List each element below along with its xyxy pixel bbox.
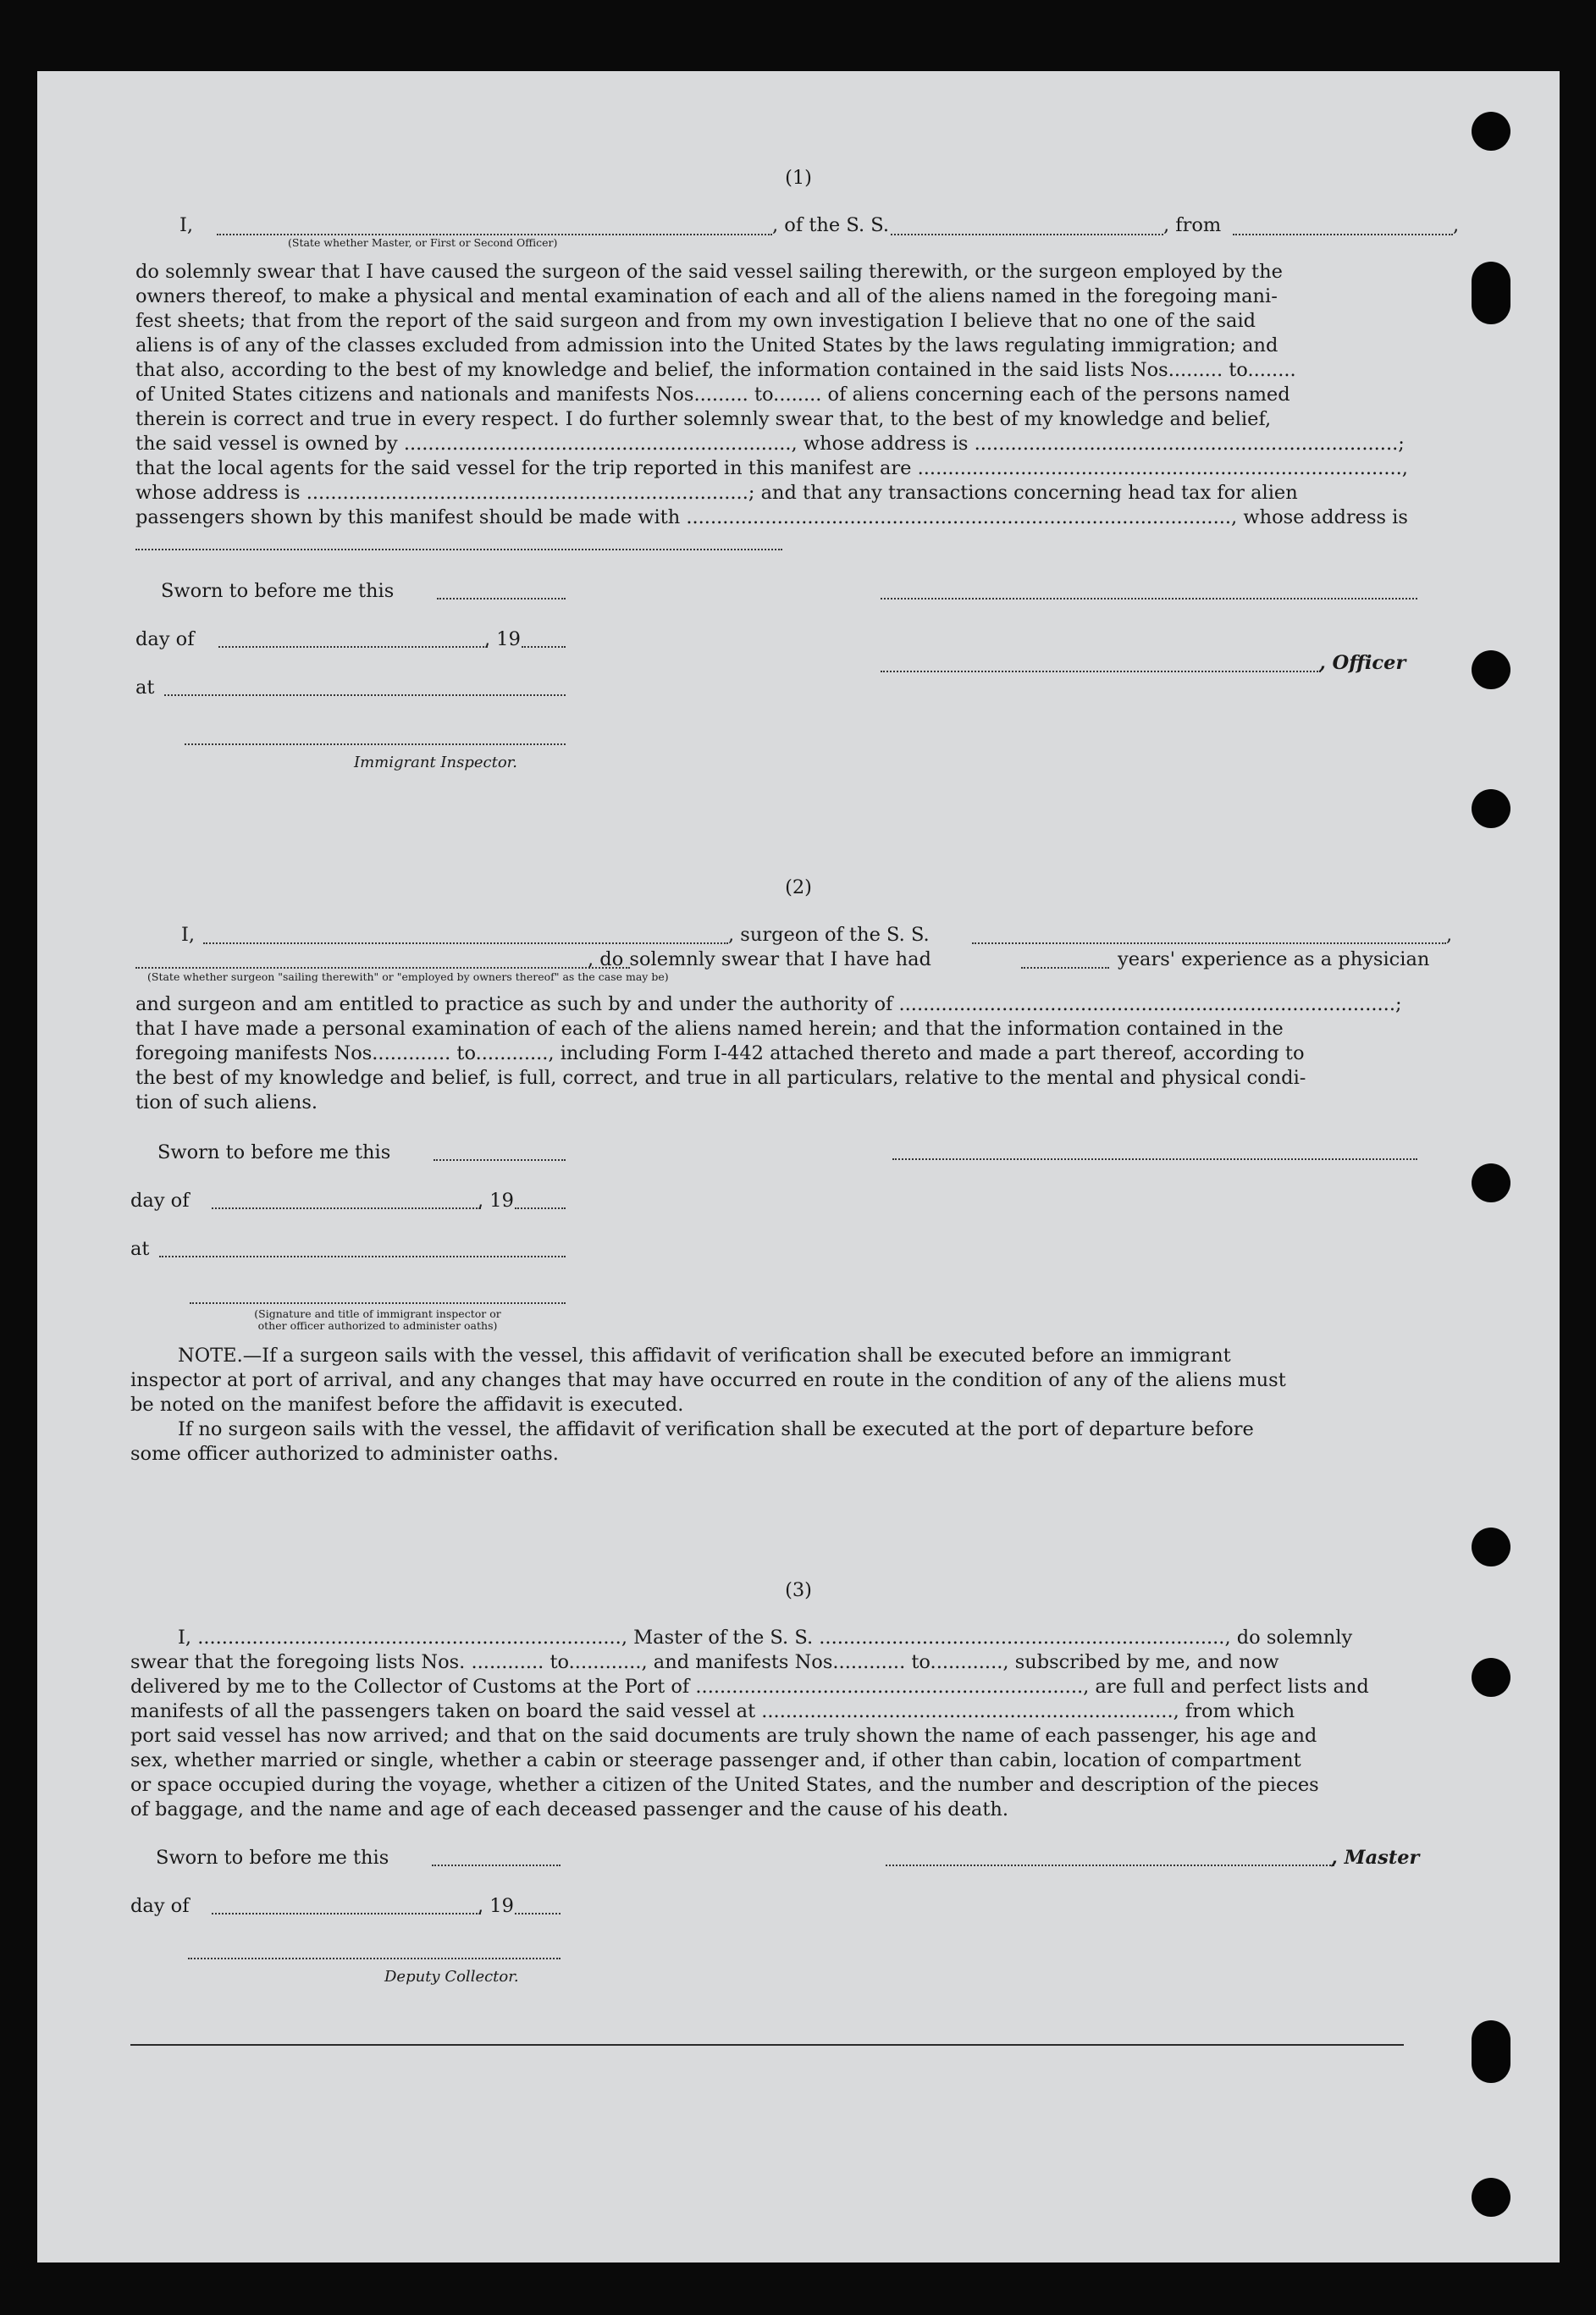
s1-i-label: I, — [179, 214, 194, 236]
s3-year-line[interactable] — [515, 1913, 561, 1914]
s1-month-line[interactable] — [218, 646, 488, 648]
s1-officer-label: , Officer — [1319, 652, 1406, 674]
s1-from-port-line[interactable] — [1233, 234, 1453, 235]
s2-comma: , — [1446, 924, 1453, 946]
s1-line: that the local agents for the said vessel for the trip reported in this manifest are ................................................................................, — [135, 457, 1408, 479]
section-2-number: (2) — [785, 876, 812, 898]
s2-at-line[interactable] — [159, 1256, 566, 1257]
s2-dayof-label: day of — [130, 1190, 190, 1212]
s1-line: therein is correct and true in every respect. I do further solemnly swear that, to the best of my knowledge and belief, — [135, 408, 1272, 430]
s2-month-line[interactable] — [212, 1207, 481, 1209]
s1-line: owners thereof, to make a physical and mental examination of each and all of the aliens named in the foregoing mani- — [135, 285, 1278, 307]
punch-hole — [1472, 650, 1510, 689]
s1-sworn-label: Sworn to before me this — [161, 580, 395, 602]
s2-line: and surgeon and am entitled to practice as such by and under the authority of ..................................................................................; — [135, 993, 1402, 1015]
s3-line: of baggage, and the name and age of each deceased passenger and the cause of his death. — [130, 1798, 1009, 1821]
s1-inspector-line[interactable] — [185, 743, 566, 745]
s1-inspector-label: Immigrant Inspector. — [354, 754, 518, 771]
s3-line: or space occupied during the voyage, whether a citizen of the United States, and the number and description of the pieces — [130, 1774, 1319, 1796]
s1-comma: , — [1453, 214, 1460, 236]
s1-sworn-day-line[interactable] — [437, 598, 566, 599]
s2-year-label: , 19 — [478, 1190, 514, 1212]
s2-note-line: NOTE.—If a surgeon sails with the vessel, this affidavit of verification shall be executed before an immigrant — [178, 1345, 1231, 1367]
s3-sworn-day-line[interactable] — [432, 1865, 561, 1866]
s3-line: swear that the foregoing lists Nos. ............ to............, and manifests Nos............ to............, subscribed by me, and now — [130, 1651, 1279, 1673]
s1-of-ss-label: , of the S. S. — [772, 214, 890, 236]
s3-dayof-label: day of — [130, 1895, 190, 1917]
s3-line: port said vessel has now arrived; and that on the said documents are truly shown the name of each passenger, his age and — [130, 1725, 1317, 1747]
s2-sig-hint-1: (Signature and title of immigrant inspector or — [254, 1307, 501, 1320]
s2-line: the best of my knowledge and belief, is full, correct, and true in all particulars, relative to the mental and physical condi- — [135, 1067, 1306, 1089]
punch-hole — [1472, 112, 1510, 151]
s3-line: sex, whether married or single, whether a cabin or steerage passenger and, if other than cabin, location of compartment — [130, 1749, 1301, 1771]
s3-sworn-label: Sworn to before me this — [156, 1847, 389, 1869]
s3-collector-line[interactable] — [188, 1958, 561, 1959]
s1-address-line[interactable] — [135, 549, 782, 550]
s1-ship-name-line[interactable] — [891, 234, 1163, 235]
s2-name-line[interactable] — [203, 942, 728, 944]
s1-line: do solemnly swear that I have caused the surgeon of the said vessel sailing therewith, or the surgeon employed by the — [135, 261, 1283, 283]
s2-at-label: at — [130, 1238, 150, 1260]
s2-sig-hint-2: other officer authorized to administer oaths) — [257, 1319, 498, 1332]
s1-line: whose address is .........................................................................; and that any transactions concerning head tax for alien — [135, 482, 1298, 504]
s2-i-label: I, — [181, 924, 196, 946]
s3-line: manifests of all the passengers taken on board the said vessel at ...................................................................., from which — [130, 1700, 1295, 1722]
s2-year-line[interactable] — [515, 1207, 566, 1209]
s3-master-label: , Master — [1331, 1847, 1420, 1869]
punch-hole — [1472, 2178, 1510, 2217]
s2-note-line: If no surgeon sails with the vessel, the affidavit of verification shall be executed at the port of departure before — [178, 1418, 1254, 1440]
s1-officer-hint: (State whether Master, or First or Second Officer) — [288, 236, 558, 249]
punch-hole — [1472, 2020, 1510, 2083]
s2-sworn-day-line[interactable] — [434, 1159, 566, 1161]
bottom-rule — [130, 2044, 1404, 2046]
punch-hole — [1472, 789, 1510, 828]
s1-at-line[interactable] — [164, 694, 566, 696]
punch-hole — [1472, 262, 1510, 324]
s2-status-hint: (State whether surgeon "sailing therewith" or "employed by owners thereof" as the case may be) — [147, 970, 669, 983]
section-1-number: (1) — [785, 167, 812, 189]
s1-line: passengers shown by this manifest should be made with .........................................................................................., whose address is — [135, 506, 1408, 528]
s1-at-label: at — [135, 677, 155, 699]
s2-ship-line[interactable] — [972, 942, 1446, 944]
s1-officer-name-line[interactable] — [217, 234, 772, 235]
s2-note-line: be noted on the manifest before the affidavit is executed. — [130, 1394, 684, 1416]
s3-master-signature-line[interactable] — [886, 1865, 1334, 1866]
s3-collector-label: Deputy Collector. — [384, 1968, 519, 1986]
s3-year-label: , 19 — [478, 1895, 514, 1917]
s2-sworn-label: Sworn to before me this — [157, 1141, 391, 1163]
s1-from-label: , from — [1163, 214, 1222, 236]
s2-line: foregoing manifests Nos............. to............, including Form I-442 attached thereto and made a part thereof, according to — [135, 1042, 1305, 1064]
s3-month-line[interactable] — [212, 1913, 481, 1914]
s1-officer-signature-line[interactable] — [881, 598, 1417, 599]
s2-line: tion of such aliens. — [135, 1091, 318, 1113]
s1-dayof-label: day of — [135, 628, 195, 650]
s2-swear-label: , do solemnly swear that I have had — [588, 948, 931, 970]
s1-line: that also, according to the best of my knowledge and belief, the information contained in the said lists Nos......... to........ — [135, 359, 1296, 381]
s1-year-line[interactable] — [522, 646, 566, 648]
s2-note-line: some officer authorized to administer oaths. — [130, 1443, 559, 1465]
s2-experience-label: years' experience as a physician — [1118, 948, 1430, 970]
s2-signature-line[interactable] — [892, 1158, 1417, 1160]
s2-line: that I have made a personal examination of each of the aliens named herein; and that the information contained in the — [135, 1018, 1284, 1040]
punch-hole — [1472, 1528, 1510, 1566]
s1-year-label: , 19 — [484, 628, 521, 650]
s1-line: of United States citizens and nationals and manifests Nos......... to........ of aliens concerning each of the persons named — [135, 384, 1290, 406]
s1-line: the said vessel is owned by ................................................................, whose address is ......................................................................; — [135, 433, 1405, 455]
manifest-page — [37, 71, 1560, 2263]
s2-surgeon-of-label: , surgeon of the S. S. — [728, 924, 930, 946]
s1-officer-title-line[interactable] — [881, 671, 1321, 672]
s1-line: fest sheets; that from the report of the said surgeon and from my own investigation I believe that no one of the said — [135, 310, 1256, 332]
s3-line: delivered by me to the Collector of Customs at the Port of ................................................................, are full and perfect lists and — [130, 1676, 1369, 1698]
punch-hole — [1472, 1163, 1510, 1202]
s2-note-line: inspector at port of arrival, and any changes that may have occurred en route in the condition of any of the aliens must — [130, 1369, 1286, 1391]
punch-hole — [1472, 1658, 1510, 1697]
s2-inspector-line[interactable] — [190, 1302, 566, 1304]
s2-status-line[interactable] — [135, 967, 630, 969]
s1-line: aliens is of any of the classes excluded from admission into the United States by the laws regulating immigration; and — [135, 334, 1278, 356]
section-3-number: (3) — [785, 1579, 812, 1601]
s3-line: I, ......................................................................, Master of the S. S. ..................................................................., do solemnly — [178, 1627, 1353, 1649]
s2-years-line[interactable] — [1021, 967, 1109, 969]
